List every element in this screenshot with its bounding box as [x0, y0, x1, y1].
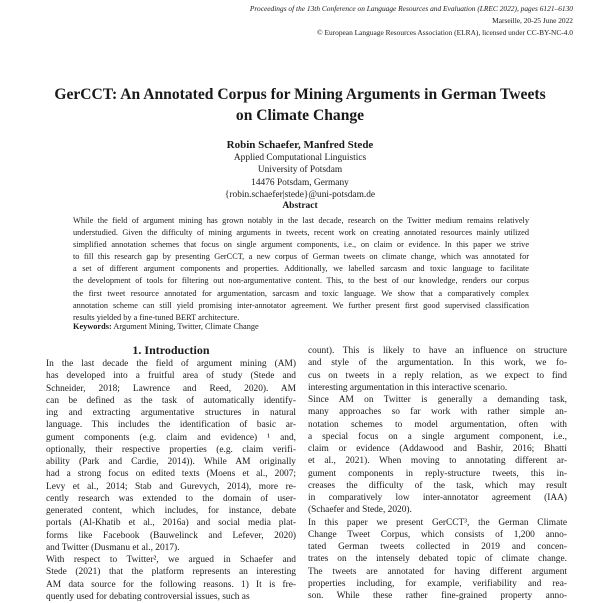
text-line: son. While these rather fine-grained property anno-	[308, 591, 567, 601]
venue-line: Marseille, 20-25 June 2022	[492, 16, 573, 25]
text-line: With respect to Twitter², we argued in Schaefer and	[46, 555, 296, 565]
proceedings-line: Proceedings of the 13th Conference on Language Resources and Evaluation (LREC 2022), pages 6121–6130	[249, 4, 573, 13]
text-line: to fill this research gap by presenting GerCCT, a new corpus of German tweets on climate change, which was annotated for	[73, 252, 529, 262]
text-line: Levy et al., 2014; Stab and Gurevych, 2014), more re-	[46, 481, 296, 492]
keywords	[73, 322, 259, 331]
text-line: Change Tweet Corpus, which consists of 1,200 anno-	[308, 529, 567, 540]
text-line: in comparatively low inter-annotator agreement (IAA)	[308, 493, 567, 503]
text-line: trates on the intensely debated topic of climate change.	[308, 554, 567, 565]
text-line: a set of different argument components and properties. Additionally, we labelled sarcasm and toxic language to facilitate	[73, 264, 529, 274]
text-line: many approaches so far work with rather simple an-	[308, 407, 567, 418]
text-line: (Schaefer and Stede, 2020).	[308, 505, 412, 516]
text-line: gument components in reply-structure tweets, this in-	[308, 468, 567, 479]
abstract-body	[73, 215, 529, 324]
text-line: simplified annotation schemes that focus on single argument components, i.e., on claim or evidence. In this paper we strive	[73, 240, 529, 250]
text-line: count). This is likely to have an influence on structure	[308, 346, 567, 356]
text-line: generated content, which includes, for instance, debate	[46, 506, 296, 516]
text-line: understudied. Given the difficulty of mining arguments in tweets, recent work on creating annotated resources mainly utilized	[73, 228, 529, 238]
affiliation-dept: Applied Computational Linguistics	[233, 153, 367, 163]
abstract-heading: Abstract	[282, 201, 318, 211]
text-line: portals (Al-Khatib et al., 2016a) and social media plat-	[46, 518, 296, 529]
text-line: claim or evidence (Addawood and Bashir, 2016; Bhatti	[308, 444, 567, 454]
text-line: quently used for debating controversial issues, such as	[46, 591, 250, 602]
text-line: a special focus on a single argument component, i.e.,	[308, 431, 567, 442]
author-names: Robin Schaefer, Manfred Stede	[226, 139, 374, 151]
proceedings-header	[250, 3, 573, 39]
text-line: Since AM on Twitter is generally a demanding task,	[308, 395, 567, 405]
text-line: the first tweet resource annotated for argumentation, sarcasm and toxic language. We show that a comparatively complex	[73, 288, 529, 298]
text-line: optionally, their respective properties (e.g. claim verifi-	[46, 444, 296, 455]
paper-title	[0, 84, 600, 126]
title-line: on Climate Change	[235, 107, 365, 124]
text-line: language. This includes the identification of basic ar-	[46, 420, 296, 431]
keywords-label: Keywords:	[73, 322, 112, 331]
license-line: © European Language Resources Association (ELRA), licensed under CC-BY-NC-4.0	[316, 28, 573, 37]
text-line: has developed into a fruitful area of study (Stede and	[46, 371, 296, 382]
text-line: properties including, for example, verifiability and rea-	[308, 578, 567, 589]
text-line: had a strong focus on edited texts (Moens et al., 2007;	[46, 469, 296, 480]
author-email: {robin.schaefer|stede}@uni-potsdam.de	[224, 190, 376, 201]
text-line: can be defined as the task of automatically identify-	[46, 395, 296, 406]
affiliation-univ: University of Potsdam	[257, 165, 343, 176]
text-line: In this paper we present GerCCT³, the German Climate	[308, 517, 567, 528]
text-line: gument components (e.g. claim and evidence) ¹ and,	[46, 432, 296, 443]
text-line: Schneider, 2018; Lawrence and Reed, 2020). AM	[46, 383, 296, 394]
text-line: tated German tweets collected in 2019 and concen-	[308, 542, 567, 552]
text-line: and Twitter (Dusmanu et al., 2017).	[46, 542, 180, 553]
affiliation-address: 14476 Potsdam, Germany	[251, 177, 349, 188]
text-line: cently research was extended to the domain of user-	[46, 493, 296, 504]
text-line: AM data source for the following reasons. 1) It is fre-	[46, 579, 296, 590]
text-line: Stede (2021) that the platform represents an interesting	[46, 567, 296, 578]
text-line: cus on tweets in a reply relation, as we expect to find	[308, 370, 567, 381]
text-line: and style of the argumentation. In this work, we fo-	[308, 358, 567, 369]
text-line: the development of tools for filtering out non-argumentative content. This, to the best of our knowledge, renders our corpus	[73, 276, 529, 286]
section-heading-introduction: 1. Introduction	[132, 343, 210, 357]
left-column	[46, 358, 296, 603]
text-line: interesting argumentation in this interactive scenario.	[308, 382, 508, 393]
text-line: The tweets are annotated for having different argument	[308, 566, 567, 577]
text-line: annotation scheme can still yield promising inter-annotator agreement. We further present first good supervised classification	[73, 300, 529, 310]
text-line: ability (Park and Cardie, 2014)). While AM originally	[46, 457, 296, 467]
text-line: notation schemes to model argumentation, often with	[308, 419, 567, 430]
text-line: ing and extracting argumentative structures in natural	[46, 408, 296, 418]
text-line: creases the difficulty of the task, which may result	[308, 480, 567, 491]
right-column	[308, 345, 567, 602]
text-line: While the field of argument mining has grown notably in the last decade, research on the Twitter medium remains relatively	[73, 216, 529, 225]
text-line: et al., 2021). When moving to annotating different ar-	[308, 456, 567, 467]
author-block	[0, 138, 600, 202]
text-line: results yielded by a fine-tuned BERT architecture.	[73, 312, 240, 322]
title-line: GerCCT: An Annotated Corpus for Mining Arguments in German Tweets	[54, 86, 546, 103]
keywords-value: Argument Mining, Twitter, Climate Change	[113, 322, 259, 331]
text-line: In the last decade the field of argument mining (AM)	[46, 359, 296, 369]
text-line: forms like Facebook (Bauwelinck and Lefever, 2020)	[46, 530, 296, 541]
